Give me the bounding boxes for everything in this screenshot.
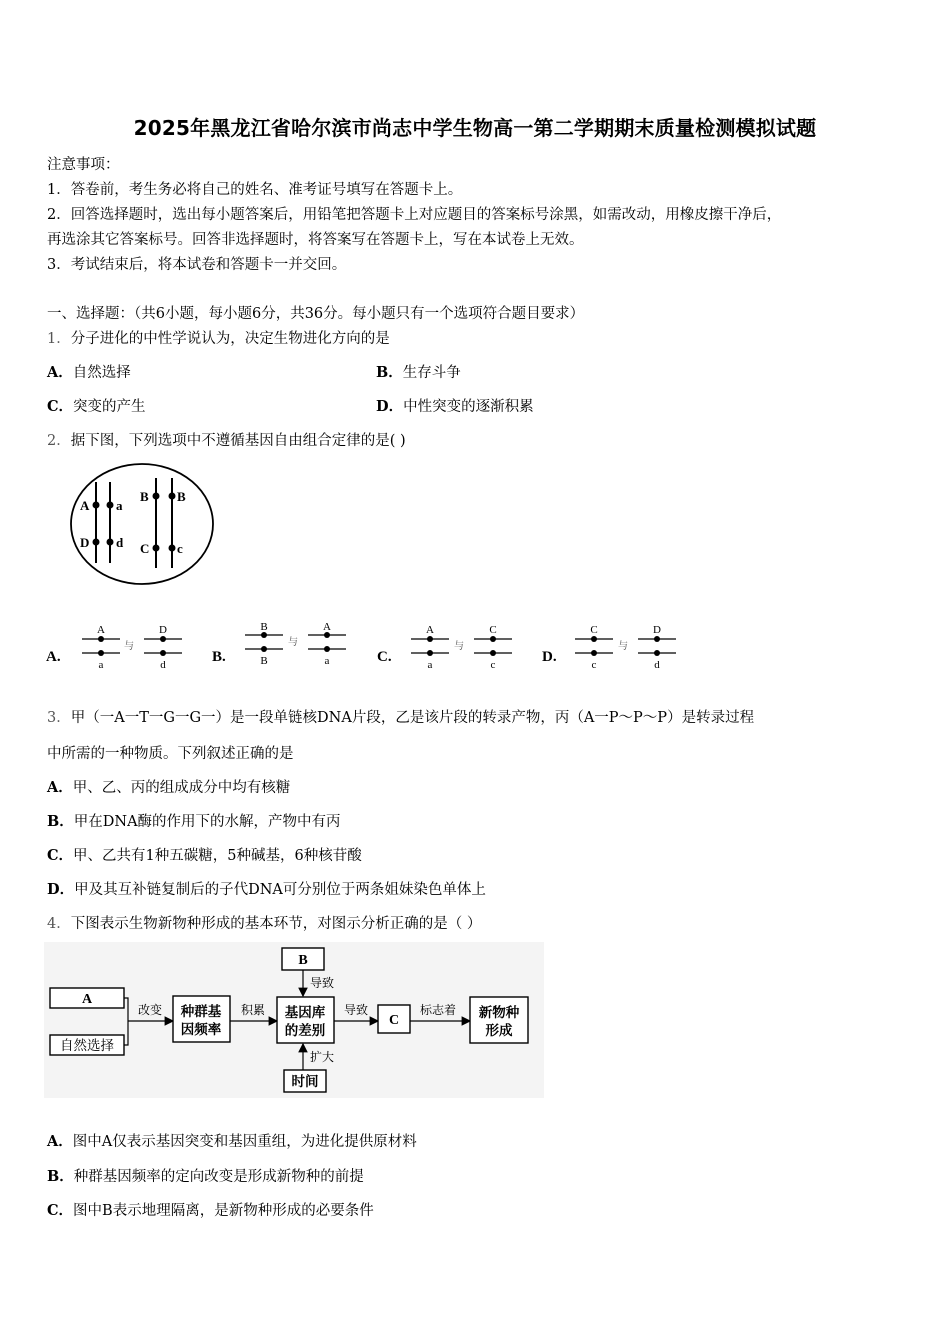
box-gene-pool-line2: 的差别 bbox=[284, 1023, 326, 1038]
box-new-species-line2: 形成 bbox=[485, 1023, 513, 1038]
cell-chromosome-figure bbox=[68, 460, 216, 588]
gene-label: B bbox=[177, 489, 186, 504]
q4-option-b[interactable] bbox=[47, 1165, 364, 1186]
connector-text: 与 bbox=[288, 637, 298, 648]
gene-locus bbox=[169, 493, 176, 500]
option-text: 中性突变的逐渐积累 bbox=[403, 399, 534, 415]
option-label: A． bbox=[47, 1133, 73, 1150]
question-4-stem bbox=[47, 912, 481, 933]
question-number: 4． bbox=[47, 916, 71, 932]
box-natural-selection-label: 自然选择 bbox=[60, 1038, 114, 1053]
box-a-label: A bbox=[81, 992, 93, 1007]
allele-label: A bbox=[426, 624, 434, 636]
allele-label: A bbox=[97, 624, 105, 636]
option-label: A. bbox=[46, 649, 61, 665]
connector-text: 与 bbox=[124, 641, 134, 652]
allele-label: D bbox=[653, 624, 661, 636]
option-label: C． bbox=[47, 398, 74, 415]
question-2-stem bbox=[47, 429, 406, 450]
notes-item: 2．回答选择题时，选出每小题答案后，用铅笔把答题卡上对应题目的答案标号涂黑，如需改动，用橡皮擦干净后， bbox=[47, 207, 782, 223]
allele-label: A bbox=[323, 621, 331, 633]
gene-label: C bbox=[140, 541, 150, 556]
box-c-label: C bbox=[388, 1013, 400, 1028]
option-label: C． bbox=[47, 1202, 74, 1219]
question-text: 下图表示生物新物种形成的基本环节，对图示分析正确的是（ ） bbox=[70, 916, 482, 932]
question-text: 分子进化的中性学说认为，决定生物进化方向的是 bbox=[70, 331, 390, 347]
option-text: 突变的产生 bbox=[73, 399, 146, 415]
allele-label: a bbox=[324, 655, 330, 667]
speciation-flow-diagram bbox=[44, 942, 544, 1098]
gene-label: c bbox=[177, 541, 183, 556]
allele-label: D bbox=[159, 624, 167, 636]
option-text: 甲在DNA酶的作用下的水解，产物中有丙 bbox=[73, 814, 341, 830]
option-label: B． bbox=[376, 364, 403, 381]
cell-outline bbox=[71, 464, 213, 584]
box-gene-pool-line1: 基因库 bbox=[284, 1005, 326, 1020]
option-text: 种群基因频率的定向改变是形成新物种的前提 bbox=[73, 1169, 364, 1185]
question-number: 2． bbox=[47, 433, 71, 449]
option-text: 生存斗争 bbox=[402, 365, 461, 381]
notes-heading: 注意事项： bbox=[47, 157, 120, 173]
gene-label: a bbox=[116, 498, 123, 513]
question-1-stem bbox=[47, 327, 390, 348]
q1-option-d[interactable] bbox=[376, 395, 534, 416]
option-label: A． bbox=[47, 779, 73, 796]
option-text: 图中A仅表示基因突变和基因重组，为进化提供原材料 bbox=[72, 1134, 417, 1150]
option-text: 甲及其互补链复制后的子代DNA可分别位于两条姐妹染色单体上 bbox=[74, 882, 486, 898]
allele-label: C bbox=[590, 624, 598, 636]
allele-label: d bbox=[654, 659, 660, 671]
allele-label: C bbox=[489, 624, 497, 636]
gene-label: A bbox=[80, 498, 90, 513]
allele-label: a bbox=[427, 659, 433, 671]
allele-label: B bbox=[260, 621, 268, 633]
option-text: 图中B表示地理隔离，是新物种形成的必要条件 bbox=[73, 1203, 374, 1219]
q1-option-a[interactable] bbox=[47, 361, 131, 382]
gene-locus bbox=[169, 545, 176, 552]
connector-text: 与 bbox=[618, 641, 628, 652]
section-heading: 一、选择题：（共6小题，每小题6分，共36分。每小题只有一个选项符合题目要求） bbox=[47, 306, 585, 322]
q2-options-figure bbox=[40, 618, 700, 674]
q1-option-b[interactable] bbox=[376, 361, 461, 382]
gene-locus bbox=[93, 502, 100, 509]
notes-item: 3．考试结束后，将本试卷和答题卡一并交回。 bbox=[47, 257, 347, 273]
allele-label: a bbox=[98, 659, 104, 671]
q3-option-c[interactable] bbox=[47, 844, 362, 865]
allele-label: d bbox=[160, 659, 166, 671]
option-label: D． bbox=[376, 398, 404, 415]
allele-label: c bbox=[490, 659, 496, 671]
arrow-expand-label: 扩大 bbox=[310, 1050, 335, 1064]
q1-option-c[interactable] bbox=[47, 395, 146, 416]
q2-option-d[interactable] bbox=[542, 624, 676, 671]
gene-label: B bbox=[140, 489, 149, 504]
q2-option-c[interactable] bbox=[377, 624, 512, 671]
option-text: 甲、乙共有1种五碳糖，5种碱基，6种核苷酸 bbox=[73, 848, 362, 864]
q4-option-a[interactable] bbox=[47, 1130, 417, 1151]
page-title: 2025年黑龙江省哈尔滨市尚志中学生物高一第二学期期末质量检测模拟试题 bbox=[133, 116, 817, 140]
notes-item: 再选涂其它答案标号。回答非选择题时，将答案写在答题卡上，写在本试卷上无效。 bbox=[47, 232, 584, 248]
gene-locus bbox=[153, 545, 160, 552]
option-label: D． bbox=[47, 881, 75, 898]
option-label: D. bbox=[542, 649, 557, 665]
q4-option-c[interactable] bbox=[47, 1199, 374, 1220]
box-b-label: B bbox=[298, 953, 308, 968]
gene-locus bbox=[107, 502, 114, 509]
question-text: 据下图，下列选项中不遵循基因自由组合定律的是( ) bbox=[70, 433, 406, 449]
option-label: A． bbox=[47, 364, 73, 381]
question-3-stem bbox=[47, 706, 754, 727]
option-text: 自然选择 bbox=[72, 365, 131, 381]
arrow-accumulate-label: 积累 bbox=[240, 1003, 266, 1017]
arrow-change-label: 改变 bbox=[137, 1003, 163, 1017]
arrow-b-cause-label: 导致 bbox=[310, 976, 335, 990]
option-label: B． bbox=[47, 813, 74, 830]
question-text: 甲（一A一T一G一G一）是一段单链核DNA片段，乙是该片段的转录产物，丙（A一P～P～P）是转录过程 bbox=[70, 710, 755, 726]
q3-option-b[interactable] bbox=[47, 810, 341, 831]
arrow-cause-label: 导致 bbox=[343, 1003, 369, 1017]
option-label: C． bbox=[47, 847, 74, 864]
gene-locus bbox=[107, 539, 114, 546]
box-gene-frequency-line2: 因频率 bbox=[180, 1022, 222, 1037]
question-number: 3． bbox=[47, 710, 71, 726]
box-gene-frequency-line1: 种群基 bbox=[180, 1004, 222, 1019]
q2-option-b[interactable] bbox=[212, 621, 346, 667]
q2-option-a[interactable] bbox=[46, 624, 182, 671]
gene-label: d bbox=[116, 535, 124, 550]
box-new-species-line1: 新物种 bbox=[478, 1005, 520, 1020]
gene-locus bbox=[93, 539, 100, 546]
connector-text: 与 bbox=[454, 641, 464, 652]
box-time-label: 时间 bbox=[291, 1074, 319, 1089]
allele-label: c bbox=[591, 659, 597, 671]
allele-label: B bbox=[260, 655, 268, 667]
notes-item: 1．答卷前，考生务必将自己的姓名、准考证号填写在答题卡上。 bbox=[47, 182, 463, 198]
option-label: B. bbox=[212, 649, 226, 665]
option-label: C. bbox=[377, 649, 392, 665]
gene-locus bbox=[153, 493, 160, 500]
option-text: 甲、乙、丙的组成成分中均有核糖 bbox=[72, 780, 291, 796]
gene-label: D bbox=[80, 535, 90, 550]
q3-option-d[interactable] bbox=[47, 878, 486, 899]
option-label: B． bbox=[47, 1168, 74, 1185]
arrow-mark-label: 标志着 bbox=[419, 1003, 457, 1017]
question-number: 1． bbox=[47, 331, 71, 347]
q3-option-a[interactable] bbox=[47, 776, 290, 797]
question-3-stem-continued: 中所需的一种物质。下列叙述正确的是 bbox=[47, 746, 294, 762]
